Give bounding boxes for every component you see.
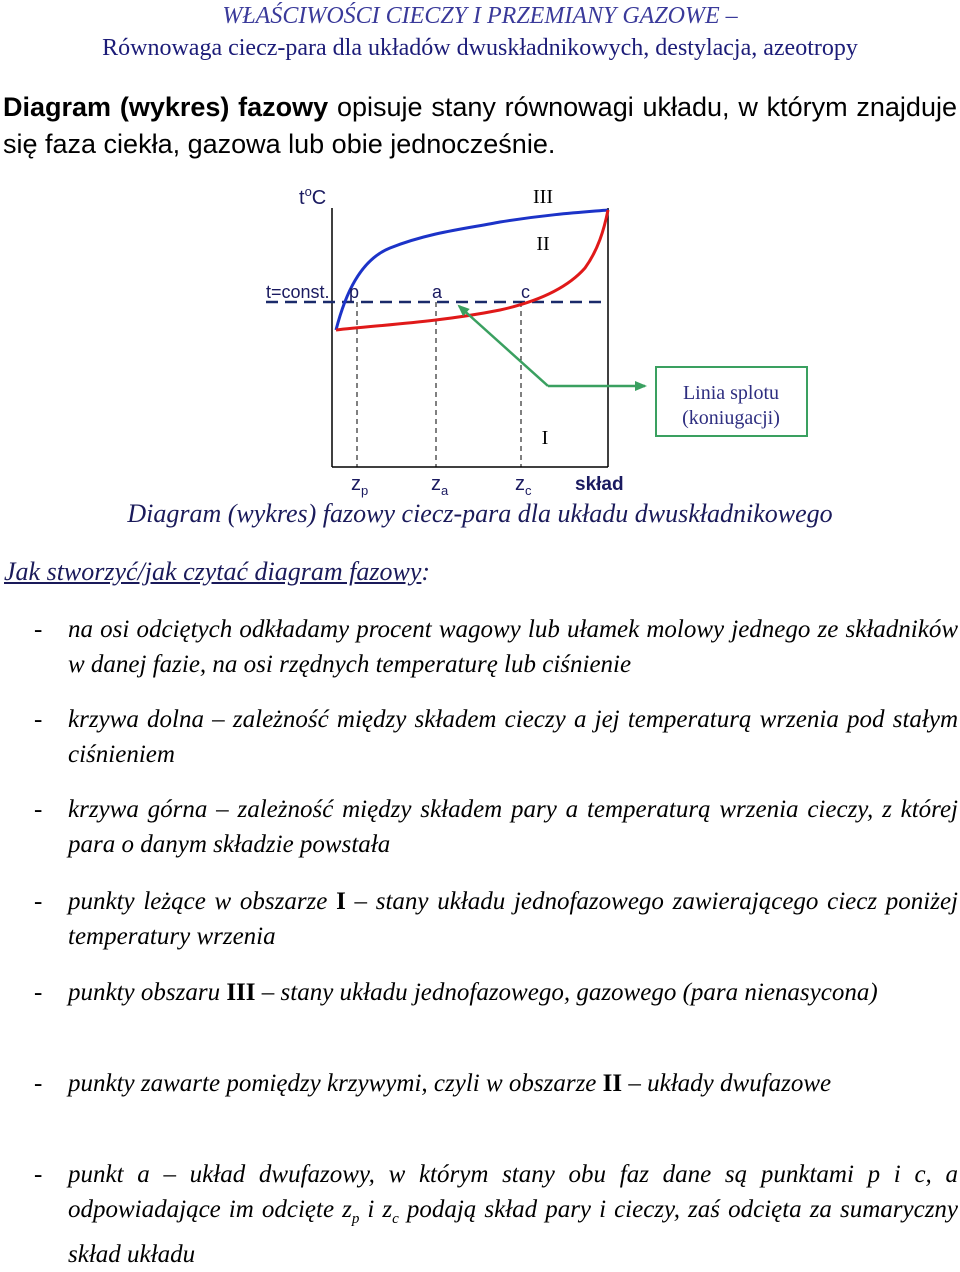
intro-bold-term: Diagram (wykres) fazowy [3,92,329,122]
tie-line-box-line1: Linia splotu [682,382,780,404]
diagram-caption: Diagram (wykres) fazowy ciecz-para dla układu dwuskładnikowego [127,499,833,528]
intro-rest: opisuje stany równowagi układu, w którym znajduje się faza ciekła, gazowa lub obie jednocześnie. [3,92,957,159]
region-label-I: I [541,427,549,449]
region-label-II: II [536,233,550,255]
upper-curve [336,210,608,330]
bullet-region-III: - punkty obszaru III – stany układu jednofazowego, gazowego (para nienasycona) [0,975,958,1010]
bullet-text: punkty zawarte pomiędzy krzywymi, czyli w obszarze II – układy dwufazowe [68,1070,832,1097]
bullet-region-II: - punkty zawarte pomiędzy krzywymi, czyli w obszarze II – układy dwufazowe [0,1066,958,1101]
section-heading: Jak stworzyć/jak czytać diagram fazowy: [4,557,431,586]
bullet-text: punkty leżące w obszarze I – stany układu jednofazowego zawierającego ciecz poniżej temperatury wrzenia [68,888,959,950]
header-subtitle: Równowaga ciecz-para dla układów dwuskładnikowych, destylacja, azeotropy [102,35,858,61]
x-tick-zc: $z_c$ [515,473,532,498]
bullet-text: krzywa dolna – zależność między składem cieczy a jej temperaturą wrzenia pod stałym ciśnieniem [68,706,958,768]
phase-diagram [0,170,960,500]
x-tick-za: $z_a$ [431,473,449,498]
tie-line-box-line2: (koniugacji) [682,407,780,429]
isotherm-label: t=const. [266,282,330,302]
intro-paragraph [3,89,957,163]
bullet-axes: - na osi odciętych odkładamy procent wagowy lub ułamek molowy jednego ze składników w danej fazie, na osi rzędnych temperaturę lub ciśnienie [0,612,958,682]
bullet-region-I: - punkty leżące w obszarze I – stany układu jednofazowego zawierającego ciecz poniżej temperatury wrzenia [0,884,958,954]
region-label-III: III [533,186,553,208]
point-p-label: p [349,282,360,302]
bullet-text: na osi odciętych odkładamy procent wagowy lub ułamek molowy jednego ze składników w danej fazie, na osi rzędnych temperaturę lub ciśnienie [68,616,958,678]
bullet-text: krzywa górna – zależność między składem pary a temperaturą wrzenia cieczy, z której para o danym składzie powstała [68,796,958,858]
bullet-upper-curve: - krzywa górna – zależność między składem pary a temperaturą wrzenia cieczy, z której para o danym składzie powstała [0,792,958,862]
bullet-lower-curve: - krzywa dolna – zależność między składem cieczy a jej temperaturą wrzenia pod stałym ciśnieniem [0,702,958,772]
x-tick-zp: $z_p$ [351,473,369,498]
bullet-text: punkty obszaru III – stany układu jednofazowego, gazowego (para nienasycona) [68,979,878,1006]
bullet-text: punkt a – układ dwufazowy, w którym stany obu faz dane są punktami p i c, a odpowiadające im odcięte $z_p$ i $z_c$ podają skład pary i cieczy, zaś odcięta za sumaryczny skład układu [68,1161,959,1268]
tie-arrow-left [459,306,548,386]
point-c-label: c [521,282,530,302]
bullet-point-a: - punkt a – układ dwufazowy, w którym stany obu faz dane są punktami p i c, a odpowiadające im odcięte $z_p$ i $z_c$ podają skład pary i cieczy, zaś odcięta za sumaryczny skład układu [0,1157,958,1272]
header-title: WŁAŚCIWOŚCI CIECZY I PRZEMIANY GAZOWE – [222,3,738,29]
x-axis-label: skład [575,474,624,495]
y-axis-label: $t^oC$ [299,184,327,209]
point-a-label: a [432,282,443,302]
